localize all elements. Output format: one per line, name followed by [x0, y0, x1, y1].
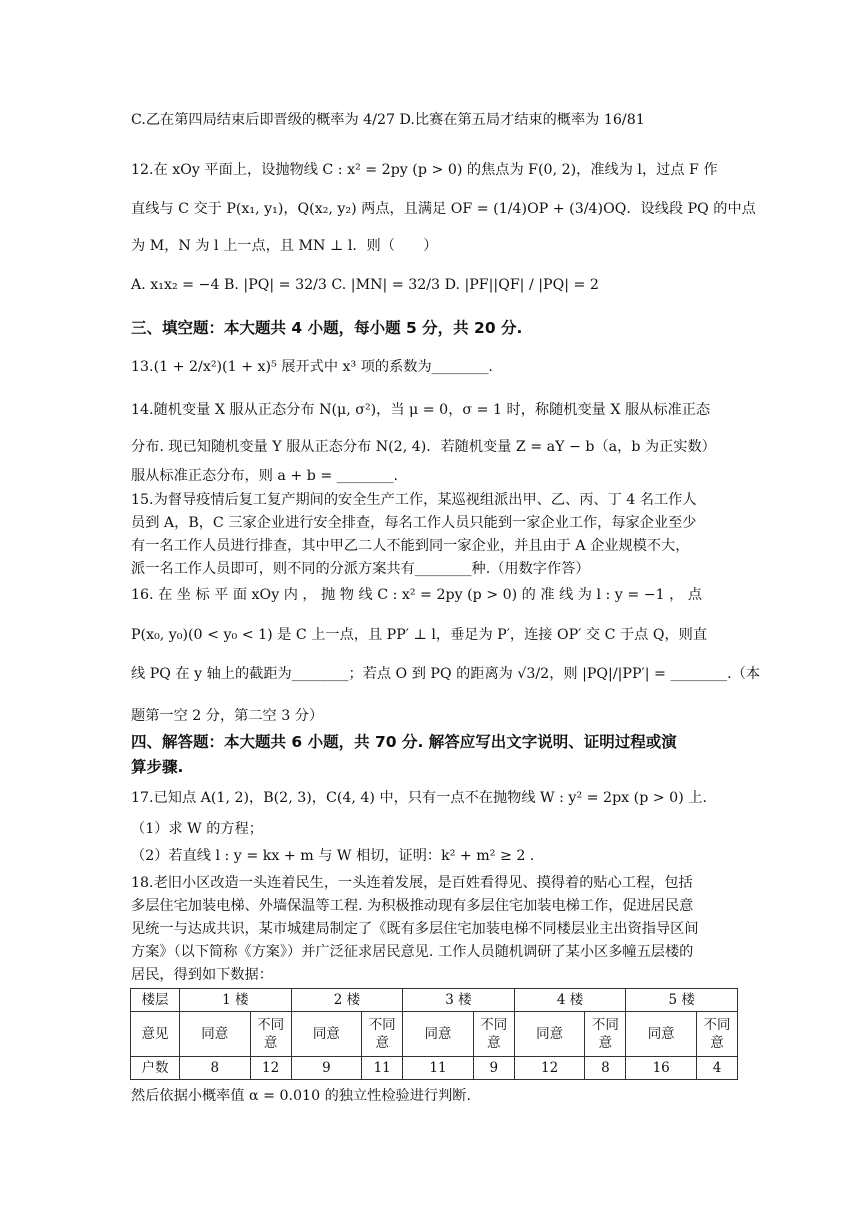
- table-row-counts: [131, 1057, 738, 1080]
- q12-options: A. x₁x₂ = −4 B. |PQ| = 32/3 C. |MN| = 32/3 D. |PF||QF| / |PQ| = 2: [131, 277, 599, 293]
- q12-line-1: 12.在 xOy 平面上，设抛物线 C : x² = 2py (p > 0) 的焦点为 F(0, 2)，准线为 l，过点 F 作: [131, 162, 718, 178]
- opinion-disagree: 不同意: [585, 1012, 626, 1057]
- count-cell: 9: [473, 1057, 514, 1080]
- opinion-agree: 同意: [180, 1012, 251, 1057]
- floor-3: 3 楼: [403, 989, 515, 1012]
- survey-table: [130, 988, 738, 1080]
- q18-line-4: 方案》（以下简称《方案》）并广泛征求居民意见. 工作人员随机调研了某小区多幢五层楼的: [131, 944, 694, 960]
- q13: 13.(1 + 2/x²)(1 + x)⁵ 展开式中 x³ 项的系数为________.: [131, 359, 493, 375]
- count-cell: 4: [697, 1057, 738, 1080]
- table-row-opinion: [131, 1012, 738, 1057]
- q16-line-4: 题第一空 2 分，第二空 3 分）: [131, 708, 324, 724]
- count-cell: 8: [180, 1057, 251, 1080]
- floor-4: 4 楼: [514, 989, 626, 1012]
- q11-options-cd: C.乙在第四局结束后即晋级的概率为 4/27 D.比赛在第五局才结束的概率为 16/81: [131, 112, 645, 128]
- q15-line-2: 员到 A，B，C 三家企业进行安全排查，每名工作人员只能到一家企业工作，每家企业至少: [131, 515, 697, 531]
- q17-part-2: （2）若直线 l : y = kx + m 与 W 相切，证明：k² + m² ≥ 2 .: [131, 848, 535, 864]
- floor-1: 1 楼: [180, 989, 292, 1012]
- opinion-agree: 同意: [403, 1012, 474, 1057]
- opinion-agree: 同意: [626, 1012, 697, 1057]
- floor-5: 5 楼: [626, 989, 738, 1012]
- count-cell: 8: [585, 1057, 626, 1080]
- q18-line-3: 见统一与达成共识，某市城建局制定了《既有多层住宅加装电梯不同楼层业主出资指导区间: [131, 921, 699, 937]
- q18-line-1: 18.老旧小区改造一头连着民生，一头连着发展，是百姓看得见、摸得着的贴心工程，包括: [131, 875, 693, 891]
- q15-line-3: 有一名工作人员进行排查，其中甲乙二人不能到同一家企业，并且由于 A 企业规模不大，: [131, 538, 690, 554]
- opinion-disagree: 不同意: [250, 1012, 291, 1057]
- q15-line-4: 派一名工作人员即可，则不同的分派方案共有________种.（用数字作答）: [131, 561, 590, 577]
- opinion-disagree: 不同意: [473, 1012, 514, 1057]
- opinion-disagree: 不同意: [362, 1012, 403, 1057]
- count-cell: 11: [403, 1057, 474, 1080]
- header-opinion: 意见: [131, 1012, 180, 1057]
- q15-line-1: 15.为督导疫情后复工复产期间的安全生产工作，某巡视组派出甲、乙、丙、丁 4 名工作人: [131, 492, 697, 508]
- count-cell: 12: [250, 1057, 291, 1080]
- q12-line-2: 直线与 C 交于 P(x₁, y₁)，Q(x₂, y₂) 两点，且满足 OF = (1/4)OP + (3/4)OQ．设线段 PQ 的中点: [131, 201, 756, 217]
- section-4-heading-line-2: 算步骤.: [131, 758, 184, 776]
- q12-line-3: 为 M，N 为 l 上一点，且 MN ⊥ l．则（ ）: [131, 238, 438, 254]
- table-row-floors: [131, 989, 738, 1012]
- q18-line-2: 多层住宅加装电梯、外墙保温等工程. 为积极推动现有多层住宅加装电梯工作，促进居民意: [131, 898, 694, 914]
- q14-line-2: 分布. 现已知随机变量 Y 服从正态分布 N(2, 4)．若随机变量 Z = aY − b（a，b 为正实数）: [131, 439, 716, 455]
- q16-line-3: 线 PQ 在 y 轴上的截距为________；若点 O 到 PQ 的距离为 √3/2，则 |PQ|/|PP′| = ________.（本: [131, 666, 761, 682]
- q18-line-5: 居民，得到如下数据：: [131, 967, 273, 983]
- opinion-disagree: 不同意: [697, 1012, 738, 1057]
- count-cell: 16: [626, 1057, 697, 1080]
- opinion-agree: 同意: [514, 1012, 585, 1057]
- section-3-heading: 三、填空题：本大题共 4 小题，每小题 5 分，共 20 分.: [131, 319, 523, 337]
- q17-stem: 17.已知点 A(1, 2)，B(2, 3)，C(4, 4) 中，只有一点不在抛物线 W : y² = 2px (p > 0) 上.: [131, 790, 707, 806]
- header-count: 户数: [131, 1057, 180, 1080]
- q17-part-1: （1）求 W 的方程；: [131, 821, 263, 837]
- floor-2: 2 楼: [291, 989, 403, 1012]
- header-floor: 楼层: [131, 989, 180, 1012]
- q14-line-3: 服从标准正态分布，则 a + b = ________.: [131, 468, 399, 484]
- section-4-heading-line-1: 四、解答题：本大题共 6 小题，共 70 分. 解答应写出文字说明、证明过程或演: [131, 733, 677, 751]
- q14-line-1: 14.随机变量 X 服从正态分布 N(μ, σ²)，当 μ = 0，σ = 1 时，称随机变量 X 服从标准正态: [131, 402, 711, 418]
- q16-line-1: 16. 在 坐 标 平 面 xOy 内 ， 抛 物 线 C : x² = 2py (p > 0) 的 准 线 为 l : y = −1 ， 点: [131, 587, 703, 603]
- count-cell: 9: [291, 1057, 362, 1080]
- count-cell: 12: [514, 1057, 585, 1080]
- count-cell: 11: [362, 1057, 403, 1080]
- q18-after-table: 然后依据小概率值 α = 0.010 的独立性检验进行判断.: [131, 1088, 472, 1104]
- q16-line-2: P(x₀, y₀)(0 < y₀ < 1) 是 C 上一点，且 PP′ ⊥ l，垂足为 P′，连接 OP′ 交 C 于点 Q，则直: [131, 627, 708, 643]
- opinion-agree: 同意: [291, 1012, 362, 1057]
